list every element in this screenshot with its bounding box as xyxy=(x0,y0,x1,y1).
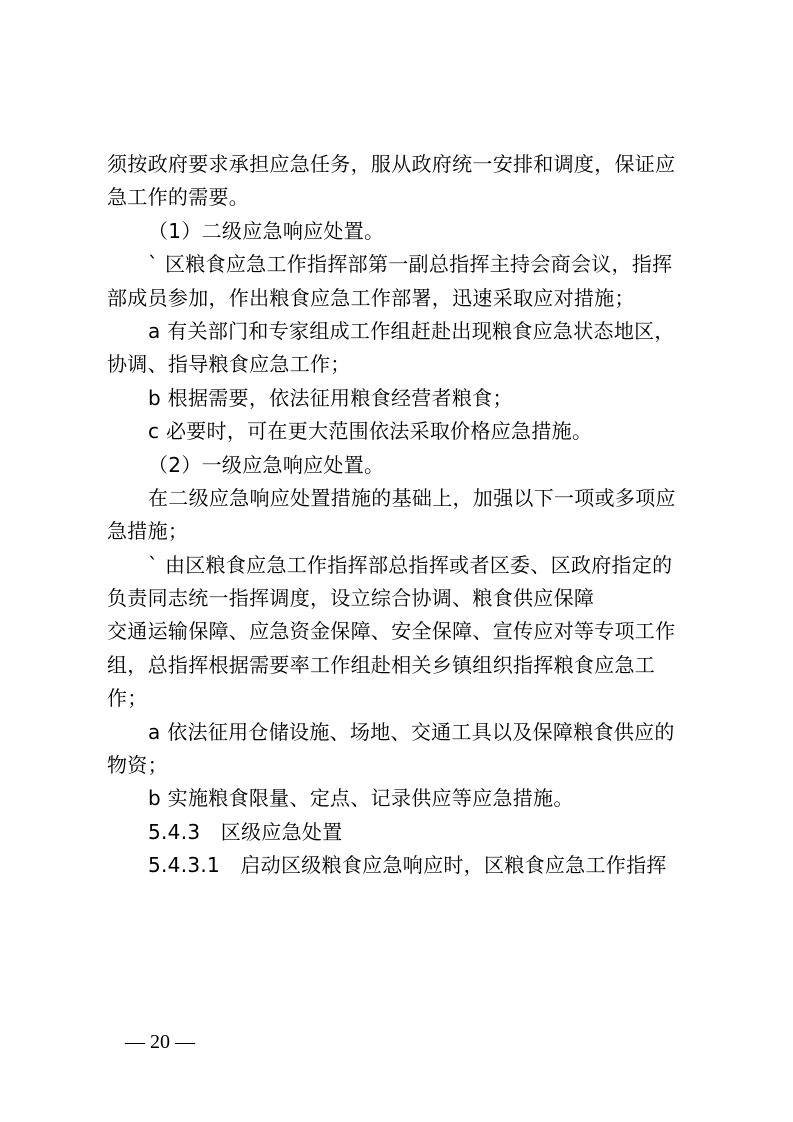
text-line-6: a 有关部门和专家组成工作组赶赴出现粮食应急状态地区， xyxy=(148,318,675,343)
text-line-10: （2）一级应急响应处置。 xyxy=(148,452,385,477)
text-line-20: b 实施粮食限量、定点、记录供应等应急措施。 xyxy=(148,786,574,811)
text-line-17: 作； xyxy=(107,686,148,711)
text-line-11: 在二级应急响应处置措施的基础上，加强以下一项或多项应 xyxy=(148,485,676,510)
text-line-7: 协调、指导粮食应急工作； xyxy=(107,352,351,377)
text-line-22: 5.4.3.1 启动区级粮食应急响应时，区粮食应急工作指挥 xyxy=(148,853,667,878)
body-text xyxy=(107,148,697,883)
text-line-16: 组，总指挥根据需要率工作组赴相关乡镇组织指挥粮食应急工 xyxy=(107,652,656,677)
text-line-19: 物资； xyxy=(107,753,168,778)
text-line-1: 须按政府要求承担应急任务，服从政府统一安排和调度，保证应 xyxy=(107,152,676,176)
page-number: — 20 — xyxy=(125,1031,195,1053)
text-line-13: ` 由区粮食应急工作指挥部总指挥或者区委、区政府指定的 xyxy=(148,552,673,577)
text-line-14: 负责同志统一指挥调度，设立综合协调、粮食供应保障 xyxy=(107,586,595,611)
text-line-12: 急措施； xyxy=(107,519,189,544)
text-line-18: a 依法征用仓储设施、场地、交通工具以及保障粮食供应的 xyxy=(148,719,675,744)
text-line-3: （1）二级应急响应处置。 xyxy=(148,218,385,243)
text-line-8: b 根据需要，依法征用粮食经营者粮食； xyxy=(148,385,513,410)
text-line-5: 部成员参加，作出粮食应急工作部署，迅速采取应对措施； xyxy=(107,285,635,310)
section-heading: 5.4.3 区级应急处置 xyxy=(148,819,343,844)
text-line-9: c 必要时，可在更大范围依法采取价格应急措施。 xyxy=(148,419,593,444)
text-line-15: 交通运输保障、应急资金保障、安全保障、宣传应对等专项工作 xyxy=(107,619,676,644)
text-line-4: ` 区粮食应急工作指挥部第一副总指挥主持会商会议，指挥 xyxy=(148,252,673,277)
text-line-2: 急工作的需要。 xyxy=(107,185,250,210)
